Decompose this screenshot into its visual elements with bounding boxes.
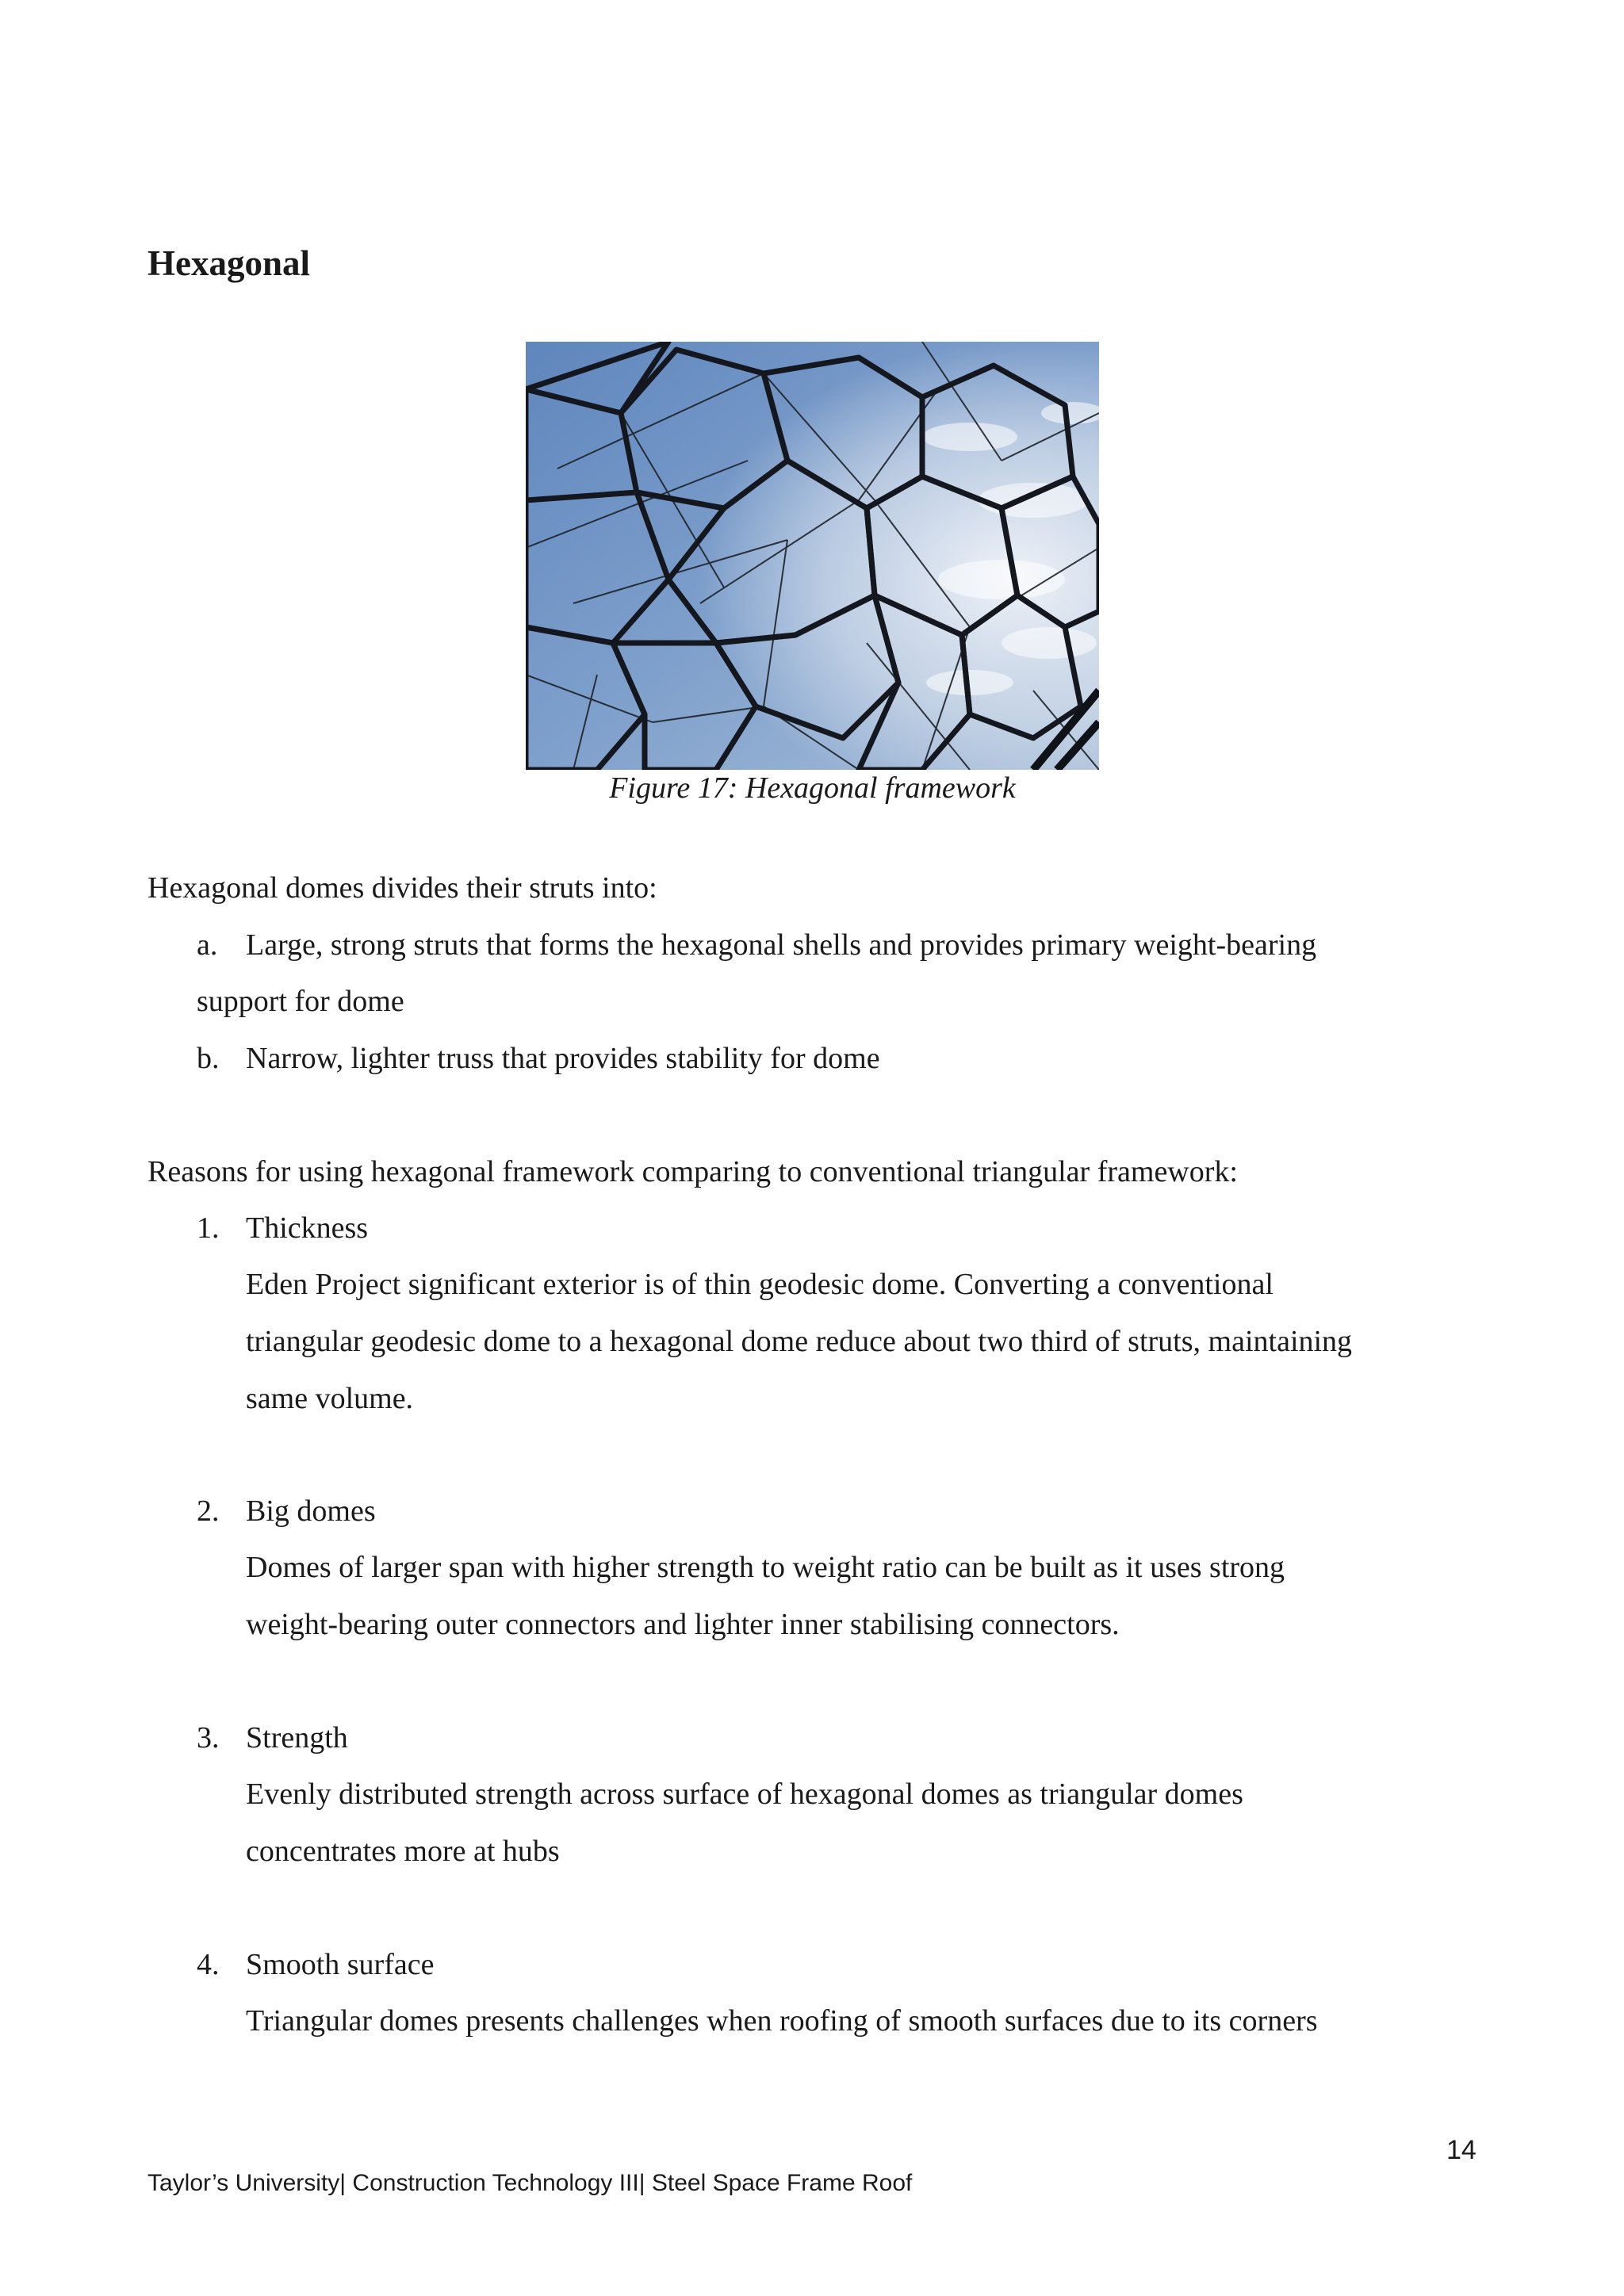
page-footer: Taylor’s University| Construction Technology III| Steel Space Frame Roof xyxy=(147,2170,913,2196)
page-number: 14 xyxy=(1446,2135,1477,2165)
reason-text: Triangular domes presents challenges when roofing of smooth surfaces due to its corners xyxy=(246,2004,1318,2038)
reason-text: same volume. xyxy=(246,1382,414,1415)
list-marker: a. xyxy=(197,928,218,962)
reason-text: Eden Project significant exterior is of thin geodesic dome. Converting a conventional xyxy=(246,1268,1274,1301)
reason-number: 4. xyxy=(197,1948,220,1981)
reasons-intro: Reasons for using hexagonal framework comparing to conventional triangular framework: xyxy=(147,1155,1238,1188)
struts-intro: Hexagonal domes divides their struts into: xyxy=(147,871,657,905)
section-heading: Hexagonal xyxy=(147,243,311,283)
list-marker: b. xyxy=(197,1042,220,1075)
hexagonal-dome-photo xyxy=(526,342,1099,770)
figure-image xyxy=(526,342,1099,770)
reason-title: Smooth surface xyxy=(246,1948,435,1981)
reason-number: 2. xyxy=(197,1494,220,1528)
reason-text: triangular geodesic dome to a hexagonal dome reduce about two third of struts, maintaining xyxy=(246,1325,1353,1358)
reason-number: 1. xyxy=(197,1211,220,1245)
list-item-text: support for dome xyxy=(197,985,404,1018)
reason-text: concentrates more at hubs xyxy=(246,1835,560,1868)
reason-text: Domes of larger span with higher strength to weight ratio can be built as it uses strong xyxy=(246,1551,1285,1584)
reason-title: Strength xyxy=(246,1721,348,1755)
list-item-text: Narrow, lighter truss that provides stability for dome xyxy=(246,1042,880,1075)
reason-number: 3. xyxy=(197,1721,220,1755)
reason-title: Big domes xyxy=(246,1494,376,1528)
figure-caption: Figure 17: Hexagonal framework xyxy=(609,771,1016,805)
list-item-text: Large, strong struts that forms the hexagonal shells and provides primary weight-bearing xyxy=(246,928,1317,962)
reason-title: Thickness xyxy=(246,1211,369,1245)
reason-text: weight-bearing outer connectors and lighter inner stabilising connectors. xyxy=(246,1608,1120,1641)
reason-text: Evenly distributed strength across surface of hexagonal domes as triangular domes xyxy=(246,1777,1243,1811)
